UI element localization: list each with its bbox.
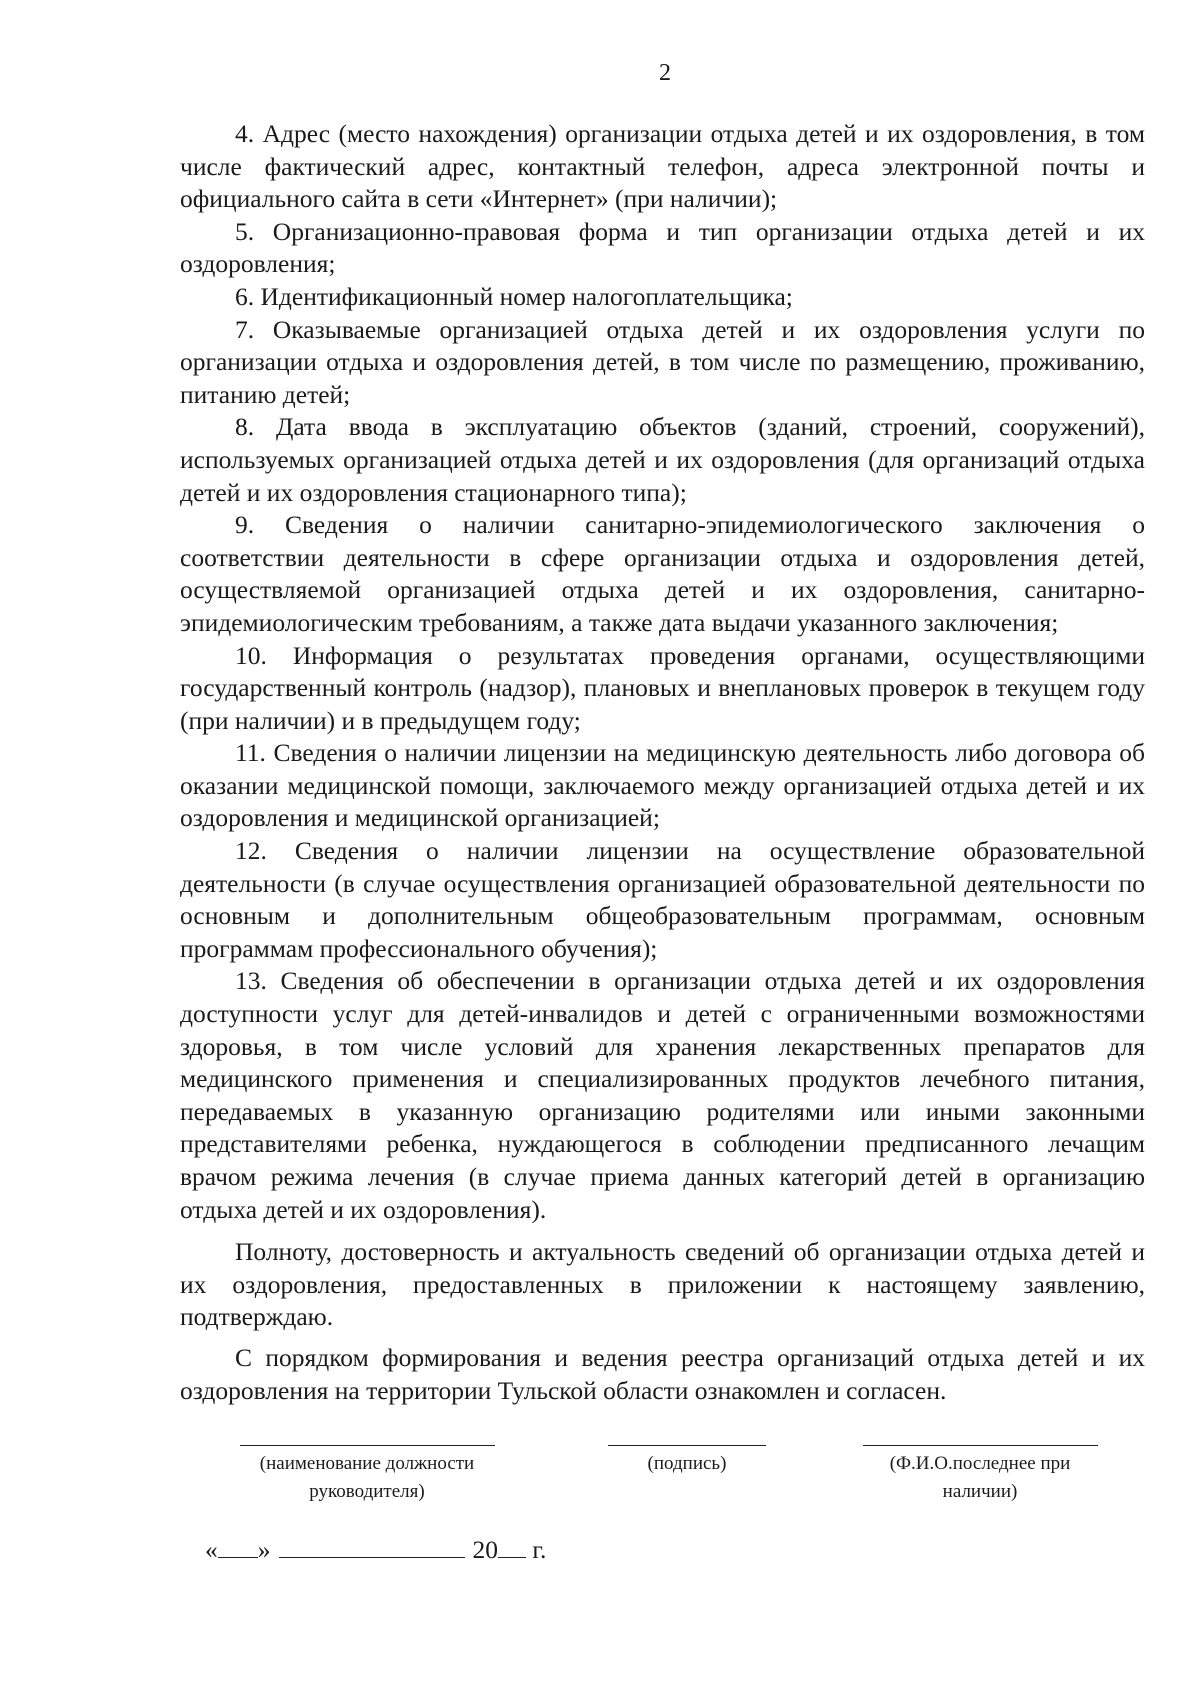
date-month-blank — [279, 1535, 465, 1558]
item-13: 13. Сведения об обеспечении в организации отдыха детей и их оздоровления доступности услуг для детей-инвалидов и детей с ограниченными возможностями здоровья, в том числе условий для хранения лекарственных препаратов для медицинского применения и специализированных продуктов лечебного питания, передаваемых в указанную организацию родителями или иными законными представителями ребенка, нуждающегося в соблюдении предписанного лечащим врачом режима лечения (в случае приема данных категорий детей в организацию отдыха детей и их оздоровления). — [180, 966, 1145, 1224]
position-caption: (наименование должности руководителя) — [259, 1453, 475, 1502]
signature-line — [608, 1445, 766, 1446]
signature-field — [602, 1445, 772, 1478]
document-body — [180, 118, 1145, 1407]
position-field — [232, 1445, 502, 1506]
item-11: 11. Сведения о наличии лицензии на медицинскую деятельность либо договора об оказании медицинской помощи, заключаемого между организацией отдыха детей и их оздоровления и медицинской организацией; — [180, 738, 1145, 833]
page-number: 2 — [659, 60, 671, 86]
date-open-quote: « — [205, 1535, 218, 1564]
item-7: 7. Оказываемые организацией отдыха детей и их оздоровления услуги по организации отдыха и оздоровления детей, в том числе по размещению, проживанию, питанию детей; — [180, 314, 1145, 409]
signature-caption: (подпись) — [647, 1453, 727, 1474]
date-year-suffix: г. — [532, 1535, 547, 1564]
item-4: 4. Адрес (место нахождения) организации отдыха детей и их оздоровления, в том числе фактический адрес, контактный телефон, адреса электронной почты и официального сайта в сети «Интернет» (при наличии); — [180, 119, 1145, 214]
acknowledgement-paragraph: С порядком формирования и ведения реестра организаций отдыха детей и их оздоровления на территории Тульской области ознакомлен и согласен. — [180, 1342, 1145, 1405]
item-12: 12. Сведения о наличии лицензии на осуществление образовательной деятельности (в случае осуществления организацией образовательной деятельности по основным и дополнительным общеобразовательным программам, основным программам профессионального обучения); — [180, 836, 1145, 963]
signature-block — [0, 1445, 1200, 1565]
date-close-quote: » — [257, 1535, 271, 1564]
fio-field — [855, 1445, 1105, 1506]
date-line — [205, 1535, 546, 1565]
position-line — [240, 1445, 495, 1446]
item-9: 9. Сведения о наличии санитарно-эпидемиологического заключения о соответствии деятельности в сфере организации отдыха и оздоровления детей, осуществляемой организацией отдыха детей и их оздоровления, санитарно-эпидемиологическим требованиям, а также дата выдачи указанного заключения; — [180, 510, 1145, 637]
date-year-prefix: 20 — [472, 1535, 498, 1564]
item-10: 10. Информация о результатах проведения органами, осуществляющими государственный контроль (надзор), плановых и внеплановых проверок в текущем году (при наличии) и в предыдущем году; — [180, 640, 1145, 735]
date-day-blank — [218, 1535, 258, 1558]
confirmation-paragraph: Полноту, достоверность и актуальность сведений об организации отдыха детей и их оздоровления, предоставленных в приложении к настоящему заявлению, подтверждаю. — [180, 1237, 1145, 1332]
item-5: 5. Организационно-правовая форма и тип организации отдыха детей и их оздоровления; — [180, 216, 1145, 279]
fio-line — [863, 1445, 1098, 1446]
date-year-blank — [498, 1535, 526, 1558]
item-6: 6. Идентификационный номер налогоплательщика; — [235, 281, 793, 311]
item-8: 8. Дата ввода в эксплуатацию объектов (зданий, строений, сооружений), используемых организацией отдыха детей и их оздоровления (для организаций отдыха детей и их оздоровления стационарного типа); — [180, 412, 1145, 507]
fio-caption: (Ф.И.О.последнее при наличии) — [889, 1453, 1071, 1502]
